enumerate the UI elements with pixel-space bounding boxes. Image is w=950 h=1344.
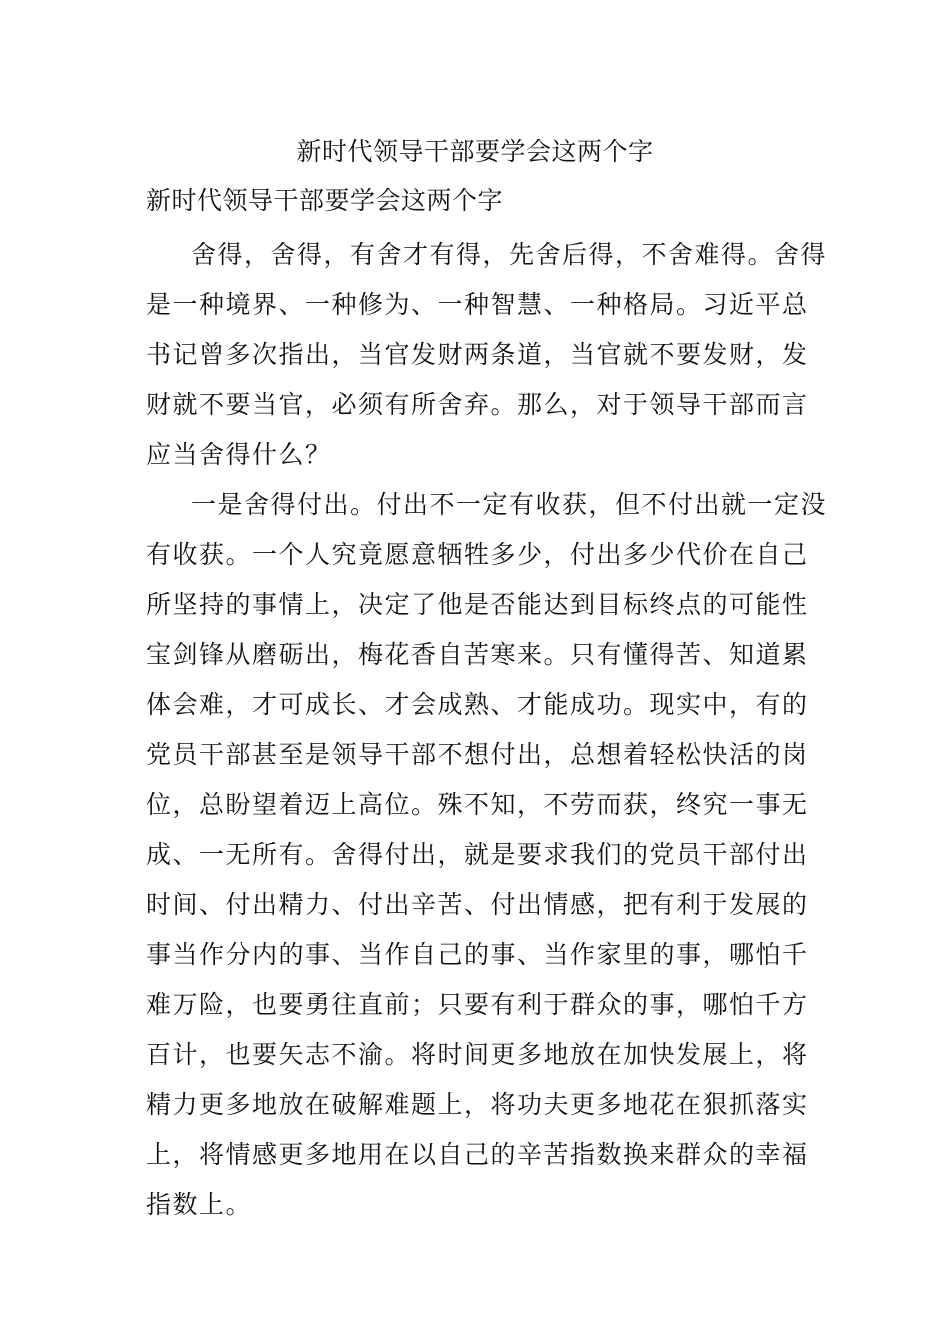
paragraph-line: 百计，也要矢志不渝。将时间更多地放在加快发展上，将 — [146, 1040, 809, 1069]
paragraph-line: 书记曾多次指出，当官发财两条道，当官就不要发财，发 — [146, 340, 809, 369]
paragraph-1 — [146, 230, 828, 480]
document-body — [146, 230, 828, 1230]
paragraph-line: 应当舍得什么？ — [146, 440, 332, 469]
paragraph-line: 上，将情感更多地用在以自己的辛苦指数换来群众的幸福 — [146, 1140, 809, 1169]
paragraph-line: 一是舍得付出。付出不一定有收获，但不付出就一定没 — [191, 490, 828, 519]
paragraph-2 — [146, 480, 828, 1230]
paragraph-line: 所坚持的事情上，决定了他是否能达到目标终点的可能性 — [146, 590, 809, 619]
paragraph-line: 位，总盼望着迈上高位。殊不知，不劳而获，终究一事无 — [146, 790, 809, 819]
paragraph-line: 精力更多地放在破解难题上，将功夫更多地花在狠抓落实 — [146, 1090, 809, 1119]
paragraph-line: 党员干部甚至是领导干部不想付出，总想着轻松快活的岗 — [146, 740, 809, 769]
paragraph-line: 时间、付出精力、付出辛苦、付出情感，把有利于发展的 — [146, 890, 809, 919]
paragraph-line: 成、一无所有。舍得付出，就是要求我们的党员干部付出 — [146, 840, 809, 869]
paragraph-line: 有收获。一个人究竟愿意牺牲多少，付出多少代价在自己 — [146, 540, 809, 569]
paragraph-line: 舍得，舍得，有舍才有得，先舍后得，不舍难得。舍得 — [191, 240, 828, 269]
paragraph-line: 是一种境界、一种修为、一种智慧、一种格局。习近平总 — [146, 290, 809, 319]
paragraph-line: 难万险，也要勇往直前；只要有利于群众的事，哪怕千方 — [146, 990, 809, 1019]
paragraph-line: 财就不要当官，必须有所舍弃。那么，对于领导干部而言 — [146, 390, 809, 419]
paragraph-line: 宝剑锋从磨砺出，梅花香自苦寒来。只有懂得苦、知道累 — [146, 640, 809, 669]
document-title: 新时代领导干部要学会这两个字 — [296, 137, 654, 166]
paragraph-line: 指数上。 — [146, 1190, 253, 1219]
paragraph-line: 体会难，才可成长、才会成熟、才能成功。现实中，有的 — [146, 690, 809, 719]
paragraph-line: 事当作分内的事、当作自己的事、当作家里的事，哪怕千 — [146, 940, 809, 969]
document-subtitle: 新时代领导干部要学会这两个字 — [146, 186, 504, 215]
